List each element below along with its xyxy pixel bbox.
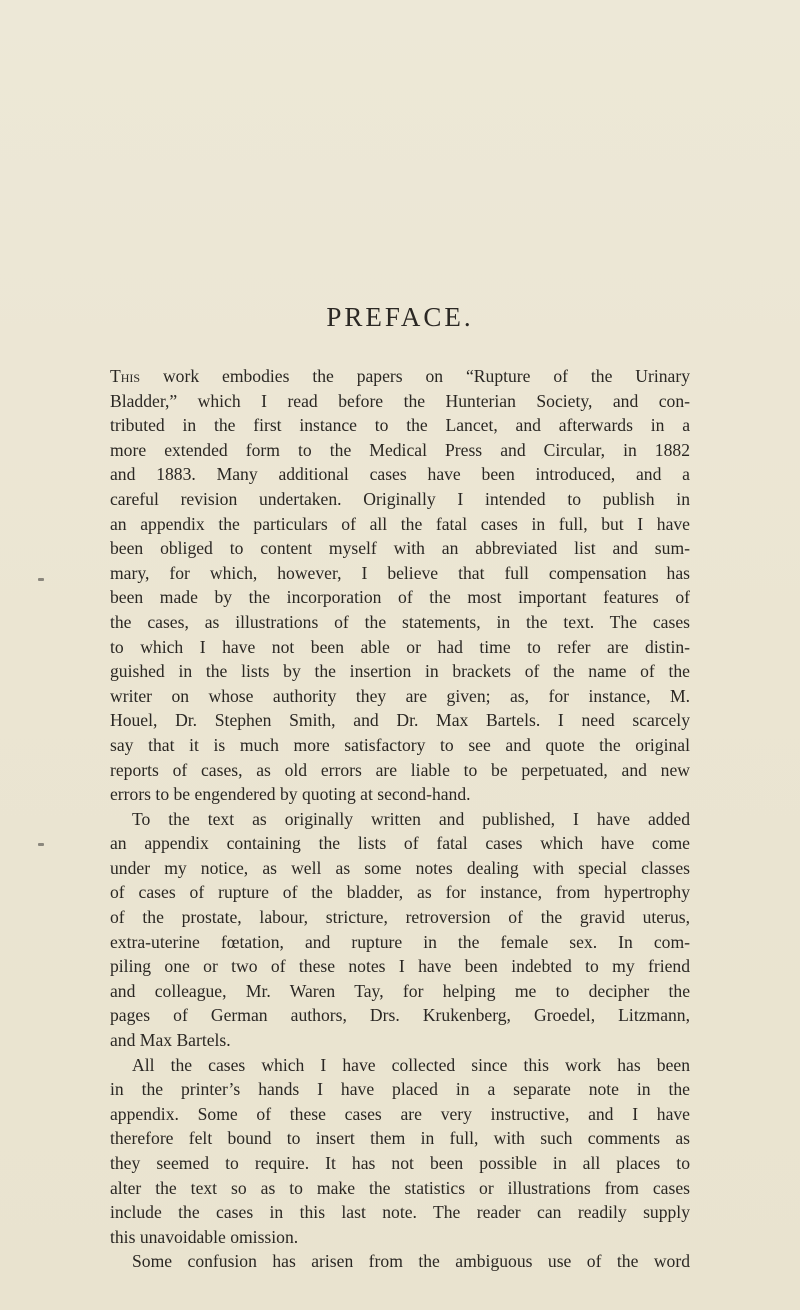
text-line: Bladder,” which I read before the Hunterian Society, and con-: [110, 390, 690, 411]
text-line: to which I have not been able or had time to refer are distin-: [110, 636, 690, 657]
text-line: Some confusion has arisen from the ambiguous use of the word: [132, 1251, 690, 1272]
text-line: an appendix the particulars of all the fatal cases in full, but I have: [110, 513, 690, 534]
paragraph: [110, 807, 690, 1053]
text-line: under my notice, as well as some notes dealing with special classes: [110, 857, 690, 878]
text-line: writer on whose authority they are given; as, for instance, M.: [110, 685, 690, 706]
text-line: Houel, Dr. Stephen Smith, and Dr. Max Bartels. I need scarcely: [110, 710, 690, 731]
text-line: an appendix containing the lists of fatal cases which have come: [110, 833, 690, 854]
text-line: appendix. Some of these cases are very instructive, and I have: [110, 1103, 690, 1124]
text-line: include the cases in this last note. The reader can readily supply: [110, 1202, 690, 1223]
text-line: been made by the incorporation of the most important features of: [110, 587, 690, 608]
text-line: To the text as originally written and published, I have added: [132, 808, 690, 829]
text-line: guished in the lists by the insertion in brackets of the name of the: [110, 661, 690, 682]
text-line: alter the text so as to make the statistics or illustrations from cases: [110, 1177, 690, 1198]
text-line: extra-uterine fœtation, and rupture in the female sex. In com-: [110, 931, 690, 952]
text-line: this unavoidable omission.: [110, 1226, 299, 1247]
scan-speck: [38, 578, 44, 581]
text-line: careful revision undertaken. Originally I intended to publish in: [110, 488, 690, 509]
text-line: mary, for which, however, I believe that full compensation has: [110, 562, 690, 583]
text-line: therefore felt bound to insert them in full, with such comments as: [110, 1128, 690, 1149]
preface-body: [110, 364, 690, 1274]
text-line: and Max Bartels.: [110, 1030, 231, 1051]
text-line: and colleague, Mr. Waren Tay, for helping me to decipher the: [110, 980, 690, 1001]
text-line: and 1883. Many additional cases have been introduced, and a: [110, 464, 690, 485]
paragraph: [110, 1249, 690, 1274]
paragraph: [110, 364, 690, 807]
paragraph: [110, 1053, 690, 1250]
text-line: pages of German authors, Drs. Krukenberg, Groedel, Litzmann,: [110, 1005, 690, 1026]
text-line: of cases of rupture of the bladder, as for instance, from hypertrophy: [110, 882, 690, 903]
text-line: reports of cases, as old errors are liable to be perpetuated, and new: [110, 759, 690, 780]
text-line: more extended form to the Medical Press and Circular, in 1882: [110, 439, 690, 460]
text-line: they seemed to require. It has not been possible in all places to: [110, 1153, 690, 1173]
page-title: PREFACE.: [326, 302, 474, 332]
text-line: errors to be engendered by quoting at second-hand.: [110, 784, 471, 805]
text-line: This work embodies the papers on “Rupture of the Urinary: [110, 366, 690, 386]
text-line: say that it is much more satisfactory to see and quote the original: [110, 734, 690, 755]
drop-word: This: [110, 366, 141, 386]
text-line: of the prostate, labour, stricture, retroversion of the gravid uterus,: [110, 907, 690, 928]
text-line: been obliged to content myself with an abbreviated list and sum-: [110, 538, 690, 559]
text-line: the cases, as illustrations of the statements, in the text. The cases: [110, 611, 690, 632]
text-line: tributed in the first instance to the Lancet, and afterwards in a: [110, 415, 690, 436]
text-line: in the printer’s hands I have placed in a separate note in the: [110, 1079, 690, 1100]
text-line: All the cases which I have collected since this work has been: [132, 1054, 690, 1075]
text-line: piling one or two of these notes I have been indebted to my friend: [110, 956, 690, 977]
scan-speck: [38, 843, 44, 846]
